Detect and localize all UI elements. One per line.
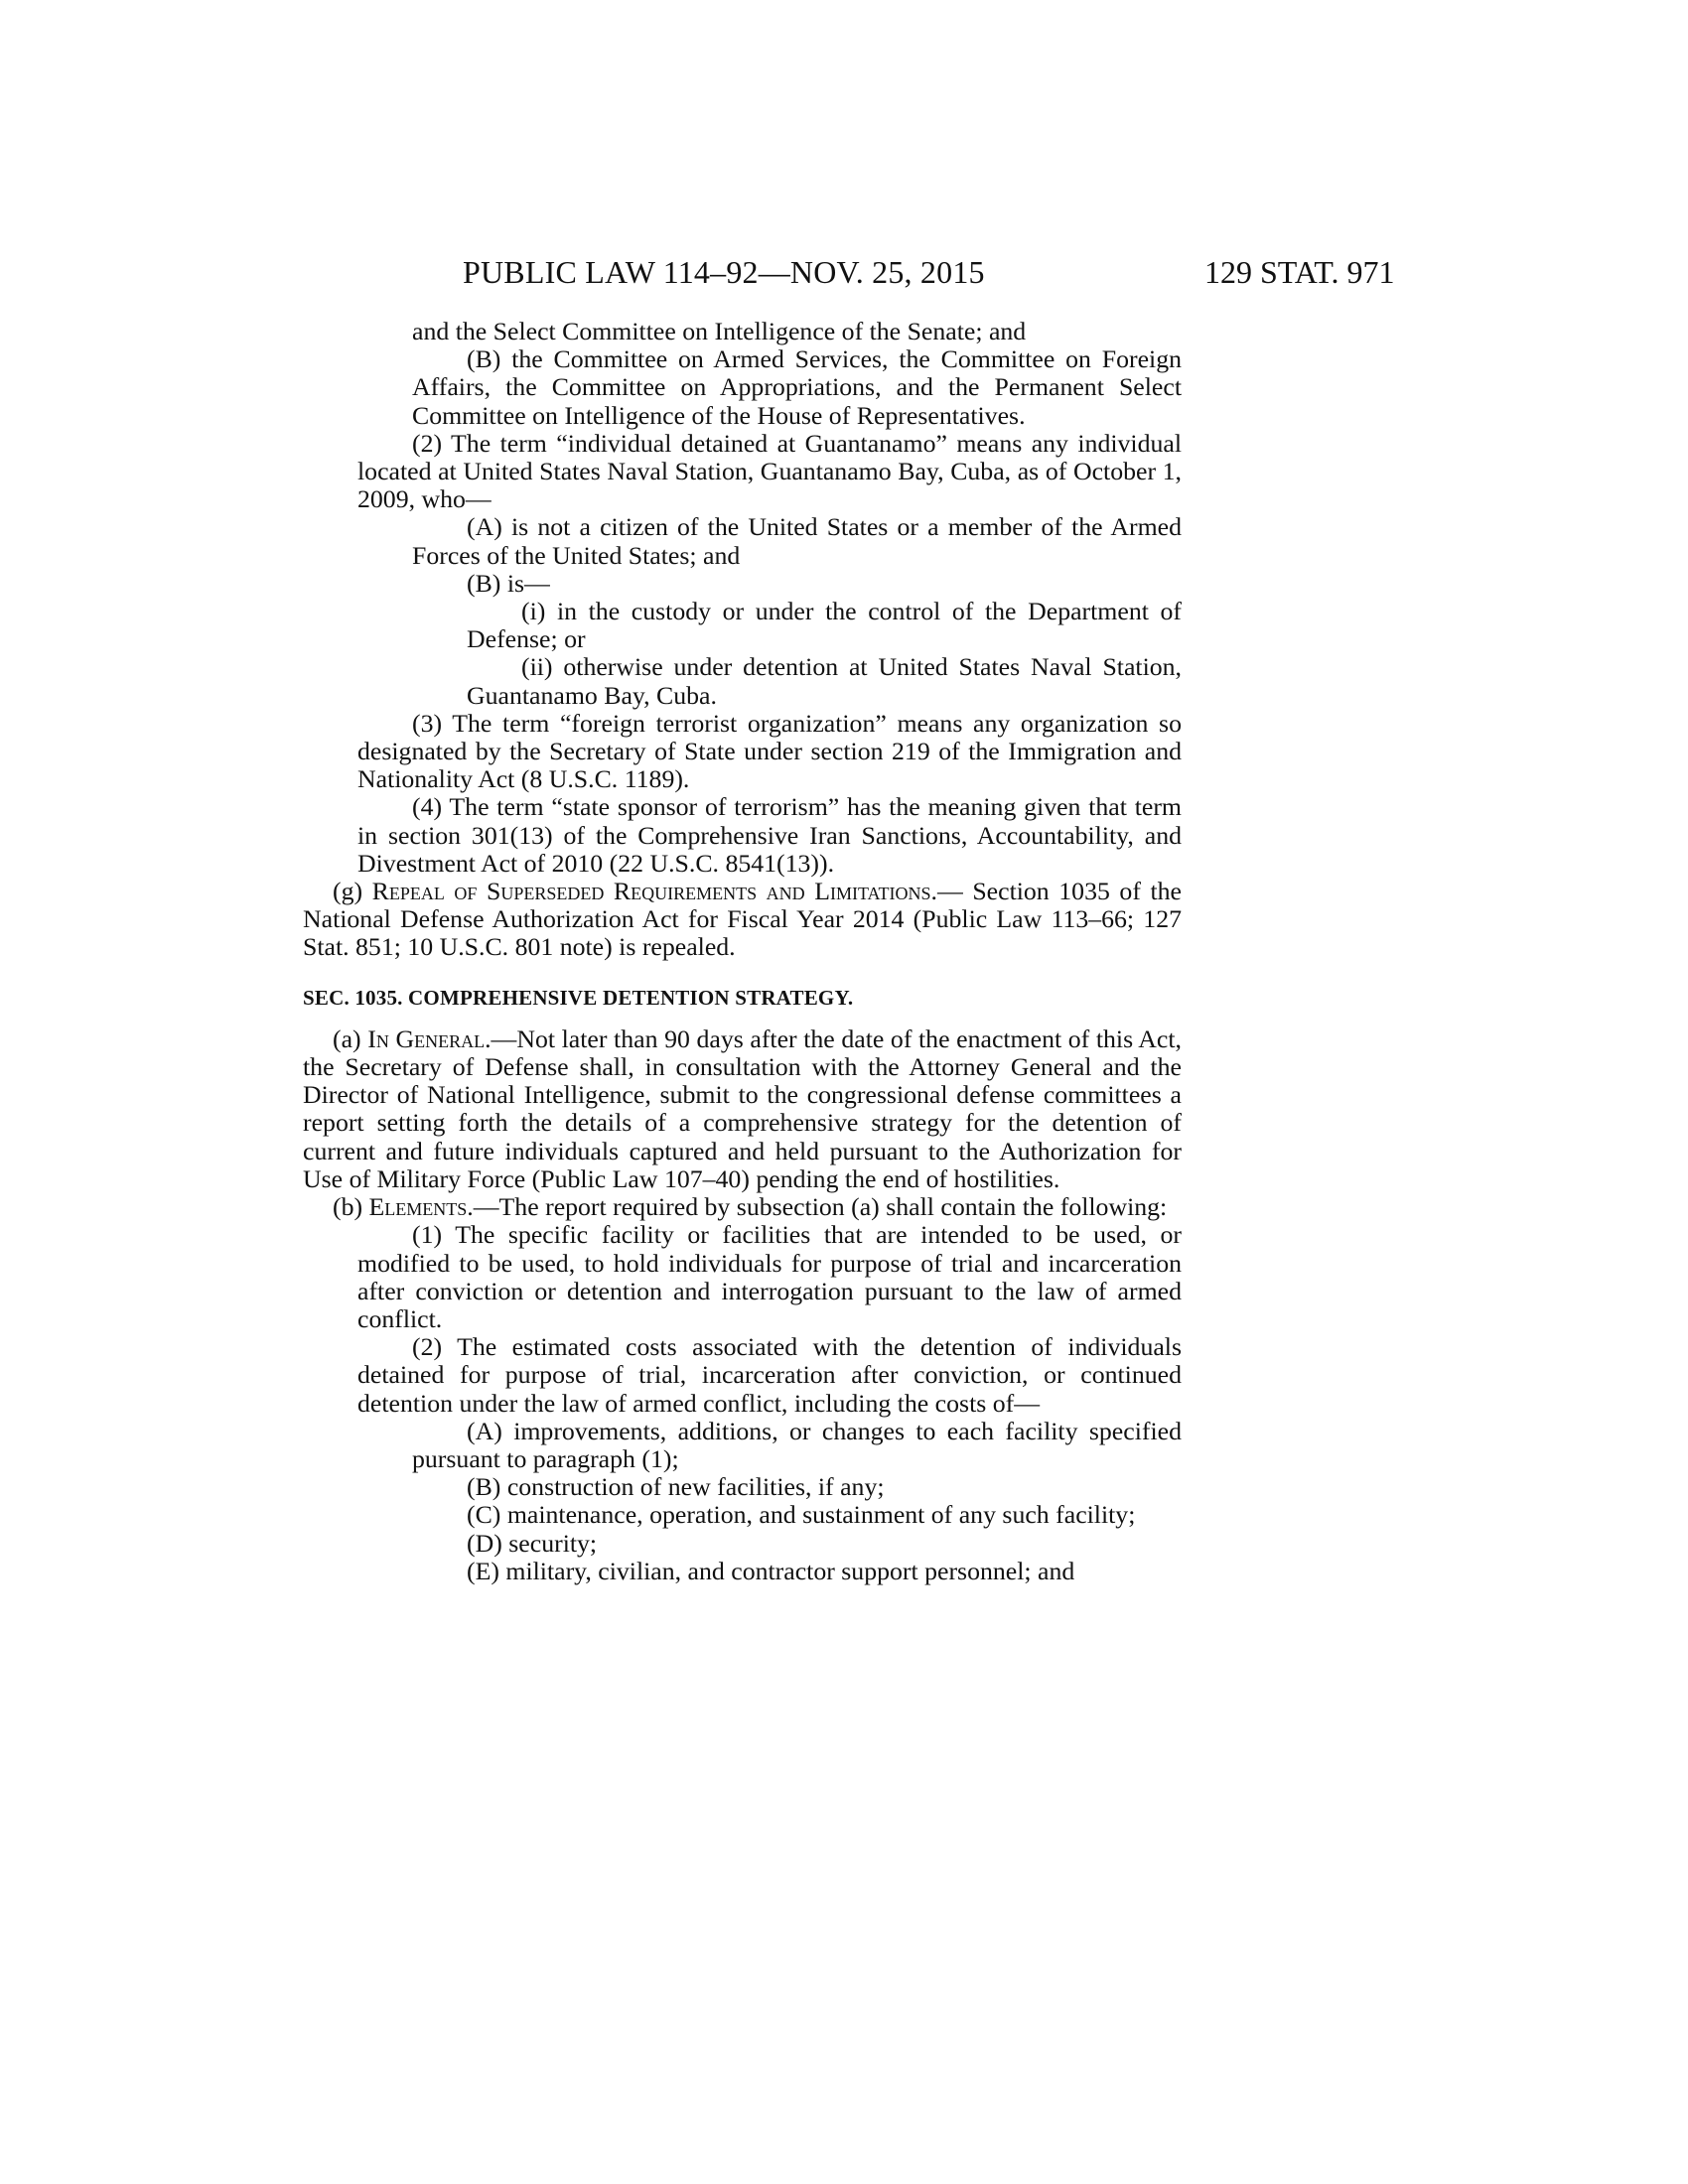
definitions-block [303, 318, 1182, 878]
document-body [303, 318, 1182, 1585]
paragraph-q5: (C) maintenance, operation, and sustainment of any such facility; [467, 1500, 1136, 1530]
paragraph-p5: (B) is— [467, 568, 550, 598]
paragraph-p7: (ii) otherwise under detention at United States Naval Station, Guantanamo Bay, Cuba. [467, 652, 1182, 710]
paragraph-q3: (A) improvements, additions, or changes to each facility specified pursuant to paragraph (1); [412, 1416, 1182, 1473]
subsection-g-text: Section 1035 of the National Defense Authorization Act for Fiscal Year 2014 (Public Law 113–66; 127 Stat. 851; 10 U.S.C. 801 note) is repealed. [303, 877, 1182, 962]
paragraph-p2: (B) the Committee on Armed Services, the Committee on Foreign Affairs, the Committee on Appropriations, and the Permanent Select Committee on Intelligence of the House of Representatives. [412, 344, 1182, 430]
page-header-stat: 129 STAT. 971 [1204, 254, 1395, 290]
paragraph-p9: (4) The term “state sponsor of terrorism” has the meaning given that term in section 301(13) of the Comprehensive Iran Sanctions, Accountability, and Divestment Act of 2010 (22 U.S.C. 8541(13)). [357, 792, 1182, 878]
paragraph-p8: (3) The term “foreign terrorist organization” means any organization so designated by the Secretary of State under section 219 of the Immigration and Nationality Act (8 U.S.C. 1189). [357, 708, 1182, 794]
subsection-a [303, 1025, 1182, 1193]
paragraph-q6: (D) security; [467, 1528, 598, 1558]
paragraph-q7: (E) military, civilian, and contractor support personnel; and [467, 1556, 1075, 1585]
paragraph-p3: (2) The term “individual detained at Guantanamo” means any individual located at United States Naval Station, Guantanamo Bay, Cuba, as of October 1, 2009, who— [357, 428, 1182, 514]
subsection-g-heading: Repeal of Superseded Requirements and Limitations [371, 877, 931, 906]
paragraph-p4: (A) is not a citizen of the United States or a member of the Armed Forces of the United States; and [412, 512, 1182, 570]
paragraph-p6: (i) in the custody or under the control of the Department of Defense; or [467, 597, 1182, 654]
subsection-g-dash: .— [930, 877, 963, 906]
subsection-a-text: .—Not later than 90 days after the date of the enactment of this Act, the Secretary of Defense shall, in consultation with the Attorney General and the Director of National Intelligence, submit to the congressional defense committees a report setting forth the details of a comprehensive strategy for the detention of current and future individuals captured and held pursuant to the Authorization for Use of Military Force (Public Law 107–40) pending the end of hostilities. [303, 1024, 1182, 1193]
subsection-a-label: (a) [333, 1024, 368, 1053]
subsection-b [303, 1193, 1182, 1221]
section-heading: SEC. 1035. COMPREHENSIVE DETENTION STRATEGY. [303, 985, 854, 1010]
paragraph-q1: (1) The specific facility or facilities that are intended to be used, or modified to be used, to hold individuals for purpose of trial and incarceration after conviction or detention and interrogation pursuant to the law of armed conflict. [357, 1220, 1182, 1333]
paragraph-p1: and the Select Committee on Intelligence of the Senate; and [412, 317, 1027, 345]
paragraph-q2: (2) The estimated costs associated with the detention of individuals detained for purpose of trial, incarceration after conviction, or continued detention under the law of armed conflict, including the costs of— [357, 1332, 1182, 1418]
subsection-g [303, 878, 1182, 962]
subsection-g-label: (g) [333, 877, 372, 906]
page-header-title: PUBLIC LAW 114–92—NOV. 25, 2015 [463, 254, 985, 290]
elements-block [303, 1221, 1182, 1585]
subsection-b-heading: Elements [368, 1192, 468, 1222]
subsection-a-heading: In General [367, 1024, 486, 1053]
subsection-b-text: .—The report required by subsection (a) shall contain the following: [467, 1192, 1168, 1222]
paragraph-q4: (B) construction of new facilities, if any; [467, 1472, 885, 1502]
subsection-b-label: (b) [333, 1192, 369, 1222]
